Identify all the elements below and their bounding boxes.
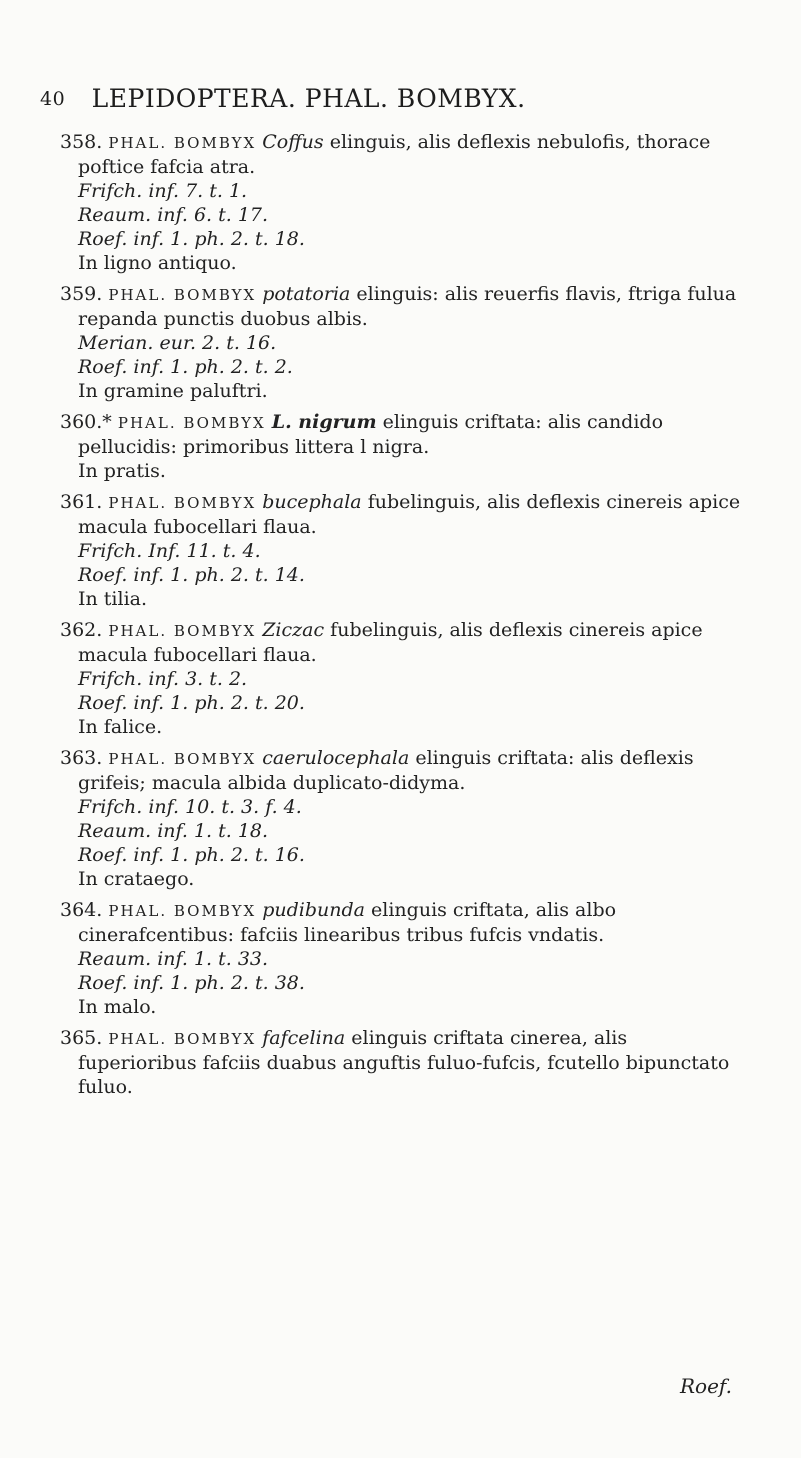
entry-number: 359. [60,283,103,305]
entry-number: 362. [60,619,103,641]
species-name: fafcelina [262,1027,346,1049]
description: elinguis criftata, alis albo cinerafcentibus: fafciis linearibus tribus fufcis vndatis. [78,899,617,946]
reference: Reaum. inf. 1. t. 18. [78,820,269,842]
running-header [40,84,760,113]
catchword: Roef. [680,1374,732,1398]
description: elinguis criftata: alis deflexis grifeis; macula albida duplicato-didyma. [78,747,694,794]
habitat: In crataego. [78,868,195,890]
entry-number: 363. [60,747,103,769]
entry-361 [60,490,750,611]
reference: Roef. inf. 1. ph. 2. t. 16. [78,844,305,866]
entry-number: 364. [60,899,103,921]
entry-365 [60,1026,750,1099]
habitat: In pratis. [78,460,166,482]
page-number: 40 [40,88,66,110]
entry-number: 361. [60,491,103,513]
species-name: pudibunda [262,899,365,921]
entry-number: 360.* [60,411,112,433]
habitat: In falice. [78,716,163,738]
description: fubelinguis, alis deflexis cinereis apice macula fubocellari flaua. [78,491,741,538]
genus: PHAL. BOMBYX [108,902,257,920]
reference: Frifch. inf. 7. t. 1. [78,180,248,202]
reference: Roef. inf. 1. ph. 2. t. 2. [78,356,293,378]
species-name: bucephala [262,491,362,513]
genus: PHAL. BOMBYX [108,494,257,512]
genus: PHAL. BOMBYX [108,286,257,304]
reference: Merian. eur. 2. t. 16. [78,332,277,354]
entry-358 [60,130,750,275]
reference: Roef. inf. 1. ph. 2. t. 14. [78,564,305,586]
habitat: In gramine paluftri. [78,380,268,402]
entry-number: 358. [60,131,103,153]
habitat: In malo. [78,996,157,1018]
genus: PHAL. BOMBYX [108,134,257,152]
species-name: potatoria [262,283,351,305]
genus: PHAL. BOMBYX [117,414,266,432]
genus: PHAL. BOMBYX [108,750,257,768]
description: fubelinguis, alis deflexis cinereis apice macula fubocellari flaua. [78,619,703,666]
running-title: LEPIDOPTERA. PHAL. BOMBYX. [91,84,526,113]
entry-362 [60,618,750,739]
entries-list [60,130,750,1106]
species-name: caerulocephala [262,747,410,769]
genus: PHAL. BOMBYX [108,1030,257,1048]
species-name: L. nigrum [271,411,377,433]
entry-number: 365. [60,1027,103,1049]
description: elinguis, alis deflexis nebulofis, thorace poftice fafcia atra. [78,131,711,178]
habitat: In tilia. [78,588,148,610]
reference: Roef. inf. 1. ph. 2. t. 38. [78,972,305,994]
species-name: Coffus [262,131,324,153]
species-name: Ziczac [262,619,325,641]
habitat: In ligno antiquo. [78,252,237,274]
reference: Reaum. inf. 1. t. 33. [78,948,269,970]
description: elinguis: alis reuerfis flavis, ftriga fulua repanda punctis duobus albis. [78,283,737,330]
reference: Frifch. inf. 3. t. 2. [78,668,248,690]
reference: Roef. inf. 1. ph. 2. t. 18. [78,228,305,250]
reference: Roef. inf. 1. ph. 2. t. 20. [78,692,305,714]
reference: Frifch. inf. 10. t. 3. f. 4. [78,796,302,818]
genus: PHAL. BOMBYX [108,622,257,640]
entry-364 [60,898,750,1019]
entry-359 [60,282,750,403]
entry-360 [60,410,750,483]
entry-363 [60,746,750,891]
reference: Frifch. Inf. 11. t. 4. [78,540,261,562]
description: elinguis criftata: alis candido pellucidis: primoribus littera l nigra. [78,411,664,458]
reference: Reaum. inf. 6. t. 17. [78,204,269,226]
description: elinguis criftata cinerea, alis fuperioribus fafciis duabus anguftis fuluo-fufcis, fcutello bipunctato fuluo. [78,1027,730,1098]
